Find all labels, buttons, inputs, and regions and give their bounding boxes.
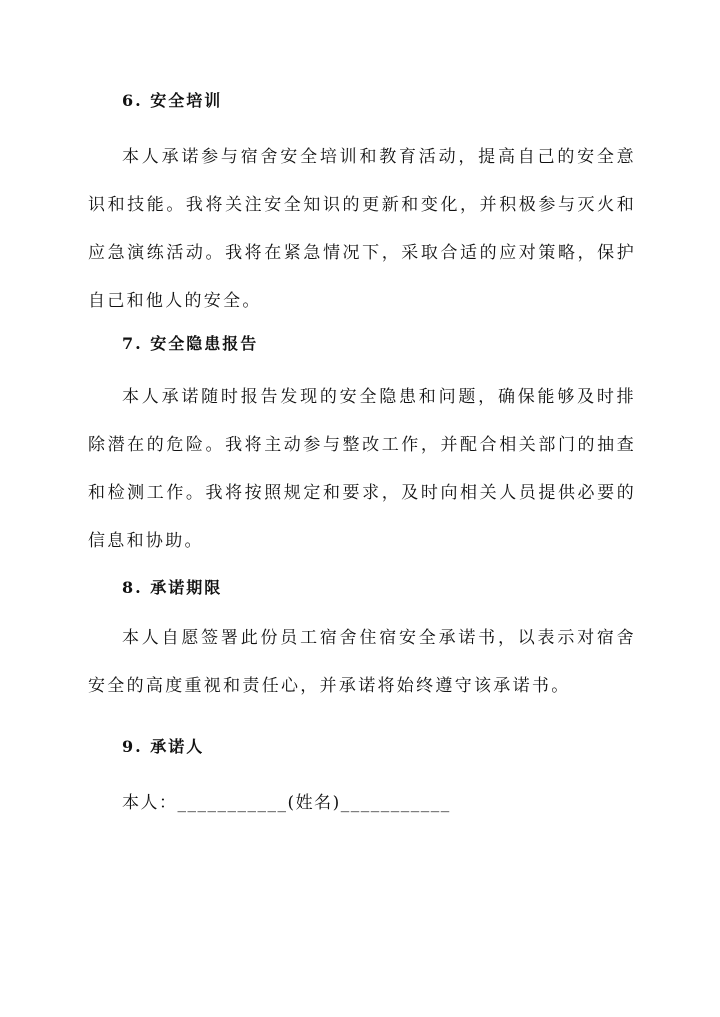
signature-line: 本人：___________(姓名)___________ bbox=[122, 793, 451, 813]
section-8-heading: 8. 承诺期限 bbox=[122, 578, 223, 597]
section-7-heading: 7. 安全隐患报告 bbox=[122, 334, 259, 353]
section-8-body: 本人自愿签署此份员工宿舍住宿安全承诺书，以表示对宿舍安全的高度重视和责任心，并承诺将始终遵守该承诺书。 bbox=[88, 628, 636, 696]
section-7-body: 本人承诺随时报告发现的安全隐患和问题，确保能够及时排除潜在的危险。我将主动参与整改工作，并配合相关部门的抽查和检测工作。我将按照规定和要求，及时向相关人员提供必要的信息和协助。 bbox=[88, 387, 636, 551]
section-6-body: 本人承诺参与宿舍安全培训和教育活动，提高自己的安全意识和技能。我将关注安全知识的更新和变化，并积极参与灭火和应急演练活动。我将在紧急情况下，采取合适的应对策略，保护自己和他人的安全。 bbox=[88, 147, 636, 311]
section-9-heading: 9. 承诺人 bbox=[122, 737, 205, 756]
section-6-heading: 6. 安全培训 bbox=[122, 91, 223, 110]
